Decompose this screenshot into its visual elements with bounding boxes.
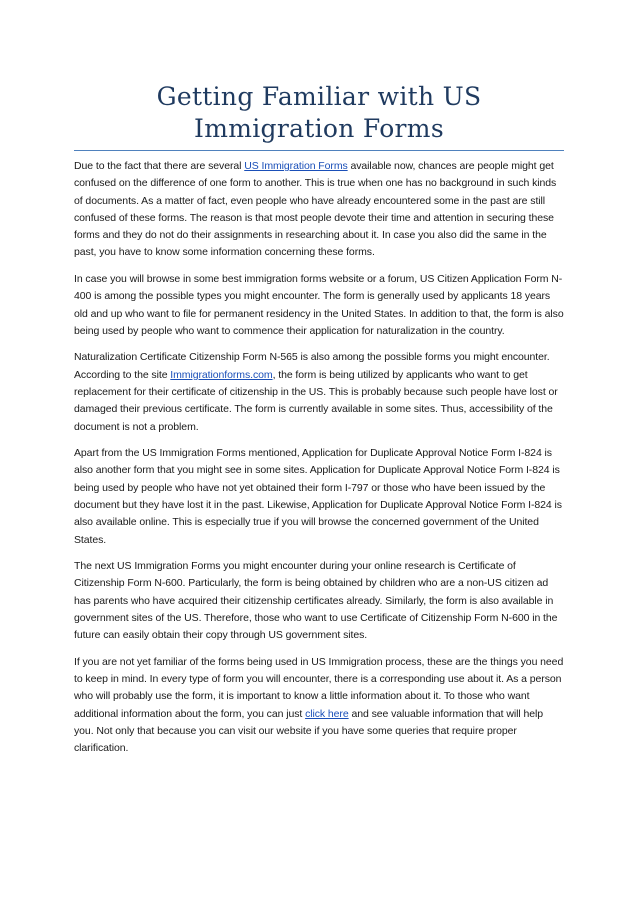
paragraph-text: , the form is being utilized by applicants who want to get replacement for their certificate of citizenship in the US. This is probably because such people have lost or damaged their previous certificate. The form is currently available in some sites. Thus, accessibility of the document is not a problem. xyxy=(74,368,558,433)
paragraph-text: If you are not yet familiar of the forms being used in US Immigration process, these are the things you need to keep in mind. In every type of form you will encounter, there is a corresponding use about it. As a person who will probably use the form, it is important to know a little information about it. To those who want additional information about the form, you can just xyxy=(74,655,564,720)
title-line-1: Getting Familiar with US xyxy=(156,82,482,111)
page-title xyxy=(74,81,564,145)
paragraph-3 xyxy=(74,349,564,435)
title-line-2: Immigration Forms xyxy=(194,114,444,143)
immigrationforms-site-link[interactable]: Immigrationforms.com xyxy=(170,368,273,381)
us-immigration-forms-link[interactable]: US Immigration Forms xyxy=(244,160,348,172)
click-here-link[interactable]: click here xyxy=(305,707,349,720)
paragraph-text: and see valuable information that will help you. Not only that because you can visit our website if you have some queries that require proper clarification. xyxy=(74,707,543,755)
paragraph-2: In case you will browse in some best immigration forms website or a forum, US Citizen Application Form N-400 is among the possible types you might encounter. The form is generally used by applicants 18 years old and up who want to file for permanent residency in the United States. In addition to that, the form is also being used by people who want to commence their application for naturalization in the country. xyxy=(74,272,564,337)
paragraph-1 xyxy=(74,158,564,262)
paragraph-text: Naturalization Certificate Citizenship Form N-565 is also among the possible forms you might encounter. According to the site xyxy=(74,351,550,381)
paragraph-text: available now, chances are people might get confused on the difference of one form to another. This is true when one has no background in such kinds of documents. As a matter of fact, even people who have already encountered some in the past are still confused of these forms. The reason is that most people devote their time and attention in securing these forms and they do not do their assignments in researching about it. In case you also did the same in the past, you have to know some information concerning these forms. xyxy=(74,160,557,259)
paragraph-5: The next US Immigration Forms you might encounter during your online research is Certificate of Citizenship Form N-600. Particularly, the form is being obtained by children who are a non-US citizen ad has parents who have acquired their citizenship certificates already. Similarly, the form is also available in government sites of the US. Therefore, those who want to use Certificate of Citizenship Form N-600 in the future can easily obtain their copy through US government sites. xyxy=(74,559,558,642)
paragraph-4: Apart from the US Immigration Forms mentioned, Application for Duplicate Approval Notice Form I-824 is also another form that you might see in some sites. Application for Duplicate Approval Notice Form I-824 is being used by people who have not yet obtained their form I-797 or those who have been issued by the document but they have lost it in the past. Likewise, Application for Duplicate Approval Notice Form I-824 is also available online. This is especially true if you will browse the concerned government of the United States. xyxy=(74,447,562,546)
paragraph-text: Due to the fact that there are several xyxy=(74,160,245,172)
article-body xyxy=(74,158,564,767)
title-divider xyxy=(74,150,564,151)
paragraph-6 xyxy=(74,654,564,758)
